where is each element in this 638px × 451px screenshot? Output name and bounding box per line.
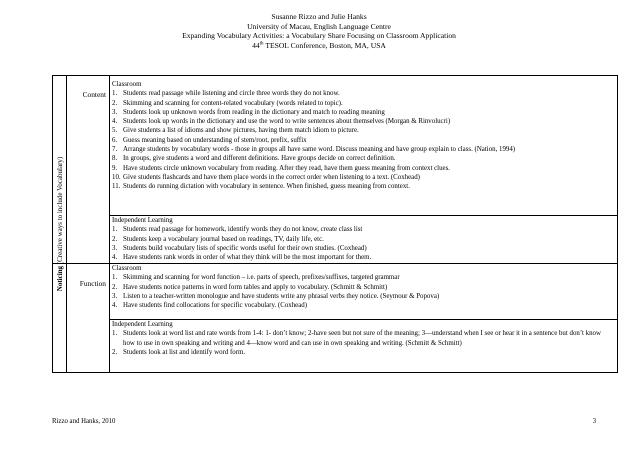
section-heading: Independent Learning	[112, 217, 173, 224]
presentation-title: Expanding Vocabulary Activities: a Vocabulary Share Focusing on Classroom Application	[182, 31, 456, 41]
item-text: Have students notice patterns in word form tables and apply to vocabulary. (Schmitt & Schmitt)	[123, 283, 388, 291]
item-text: Have students rank words in order of what they think will be the most important for them.	[123, 254, 372, 262]
item-number: 1.	[112, 226, 118, 234]
activity-list	[112, 329, 613, 357]
content-row-label: Content	[82, 90, 106, 99]
list-item	[112, 253, 613, 262]
item-number: 1.	[112, 330, 118, 338]
item-number: 4.	[112, 118, 118, 126]
section-heading: Independent Learning	[112, 321, 173, 328]
conference	[0, 41, 638, 51]
list-item	[112, 301, 613, 310]
conference-ordinal: th	[259, 41, 264, 47]
list-item	[112, 173, 613, 182]
activity-list	[112, 225, 613, 262]
item-text: Students look at word list and rate words from 1-4: 1- don’t know; 2-have seen but not sure of the meaning; 3—understand when I see or hear it in a sentence but don’t know how to use in own speaking and writing and 4—know word and can use in own speaking and writing. (Schmitt & Schmitt)	[123, 330, 601, 347]
item-number: 1.	[112, 274, 118, 282]
item-number: 3.	[112, 108, 118, 116]
item-number: 3.	[112, 244, 118, 252]
list-item	[112, 99, 613, 108]
item-text: Give students flashcards and have them place words in the correct order when listening to a text. (Coxhead)	[123, 173, 420, 181]
list-item	[112, 273, 613, 282]
item-number: 5.	[112, 127, 118, 135]
item-number: 2.	[112, 283, 118, 291]
table-divider	[66, 76, 67, 372]
list-item	[112, 154, 613, 163]
item-text: Students do running dictation with vocabulary in sentence. When finished, guess meaning from context.	[123, 183, 410, 191]
item-number: 2.	[112, 99, 118, 107]
item-text: Give students a list of idioms and show pictures, having them match idiom to picture.	[123, 127, 359, 135]
item-number: 11.	[112, 183, 121, 191]
list-item	[112, 89, 613, 98]
list-item	[112, 164, 613, 173]
function-classroom-cell	[112, 264, 613, 310]
affiliation: University of Macau, English Language Centre	[247, 21, 391, 31]
conference-number: 44	[252, 40, 260, 50]
conference-name: TESOL Conference, Boston, MA, USA	[263, 40, 386, 50]
list-item	[112, 182, 613, 191]
item-text: Have students circle unknown vocabulary from reading. After they read, have them guess meaning from context clues.	[123, 164, 451, 172]
section-heading: Classroom	[112, 81, 142, 88]
function-independent-cell	[112, 320, 613, 357]
noticing-label-rest: (Creative ways to include Vocabulary)	[56, 156, 65, 266]
item-number: 8.	[112, 155, 118, 163]
activities-table	[52, 75, 618, 373]
item-text: Arrange students by vocabulary words - those in groups all have same word. Discuss meaning and have group explain to class. (Nation, 1994)	[123, 146, 516, 154]
item-text: Skimming and scanning for word function – i.e. parts of speech, prefixes/suffixes, targeted grammar	[123, 274, 400, 282]
item-text: In groups, give students a word and different definitions. Have groups decide on correct definition.	[123, 155, 396, 163]
item-text: Students look at list and identify word form.	[123, 348, 246, 356]
list-item	[112, 244, 613, 253]
activity-list	[112, 89, 613, 191]
item-number: 4.	[112, 302, 118, 310]
footer-citation: Rizzo and Hanks, 2010	[52, 418, 116, 425]
section-heading: Classroom	[112, 265, 142, 272]
authors: Susanne Rizzo and Julie Hanks	[271, 12, 367, 21]
item-text: Students look up words in the dictionary and use the word to write sentences about themselves (Morgan & Rinvolucri)	[123, 118, 451, 126]
list-item	[112, 126, 613, 135]
item-number: 6.	[112, 136, 118, 144]
content-classroom-cell	[112, 80, 613, 192]
page-header	[0, 12, 638, 50]
list-item	[112, 283, 613, 292]
item-number: 2.	[112, 348, 118, 356]
item-text: Listen to a teacher-written monologue and have students write any phrasal verbs they notice. (Seymour & Popova)	[123, 292, 440, 300]
item-number: 10.	[112, 173, 121, 181]
item-number: 2.	[112, 235, 118, 243]
list-item	[112, 235, 613, 244]
item-text: Students look up unknown words from reading in the dictionary and match to reading meaning	[123, 108, 385, 116]
list-item	[112, 348, 613, 357]
item-text: Skimming and scanning for content-related vocabulary (words related to topic).	[123, 99, 343, 107]
list-item	[112, 108, 613, 117]
function-row-label: Function	[79, 279, 106, 288]
item-text: Students read passage for homework, identify words they do not know, create class list	[123, 226, 363, 234]
page-number: 3	[592, 418, 596, 425]
item-text: Students build vocabulary lists of specific words useful for their own studies. (Coxhead)	[123, 244, 367, 252]
activity-list	[112, 273, 613, 310]
noticing-vertical-label	[55, 76, 66, 372]
item-number: 4.	[112, 254, 118, 262]
list-item	[112, 145, 613, 154]
noticing-label-bold: Noticing	[56, 265, 65, 292]
item-text: Guess meaning based on understanding of stem/root, prefix, suffix	[123, 136, 307, 144]
item-number: 9.	[112, 164, 118, 172]
table-divider	[109, 76, 110, 372]
item-number: 3.	[112, 292, 118, 300]
item-number: 1.	[112, 90, 118, 98]
list-item	[112, 225, 613, 234]
item-text: Have students find collocations for specific vocabulary. (Coxhead)	[123, 302, 308, 310]
list-item	[112, 329, 613, 348]
item-text: Students keep a vocabulary journal based on readings, TV, daily life, etc.	[123, 235, 324, 243]
list-item	[112, 117, 613, 126]
item-text: Students read passage while listening and circle three words they do not know.	[123, 90, 340, 98]
item-number: 7.	[112, 146, 118, 154]
list-item	[112, 136, 613, 145]
list-item	[112, 292, 613, 301]
content-independent-cell	[112, 216, 613, 262]
